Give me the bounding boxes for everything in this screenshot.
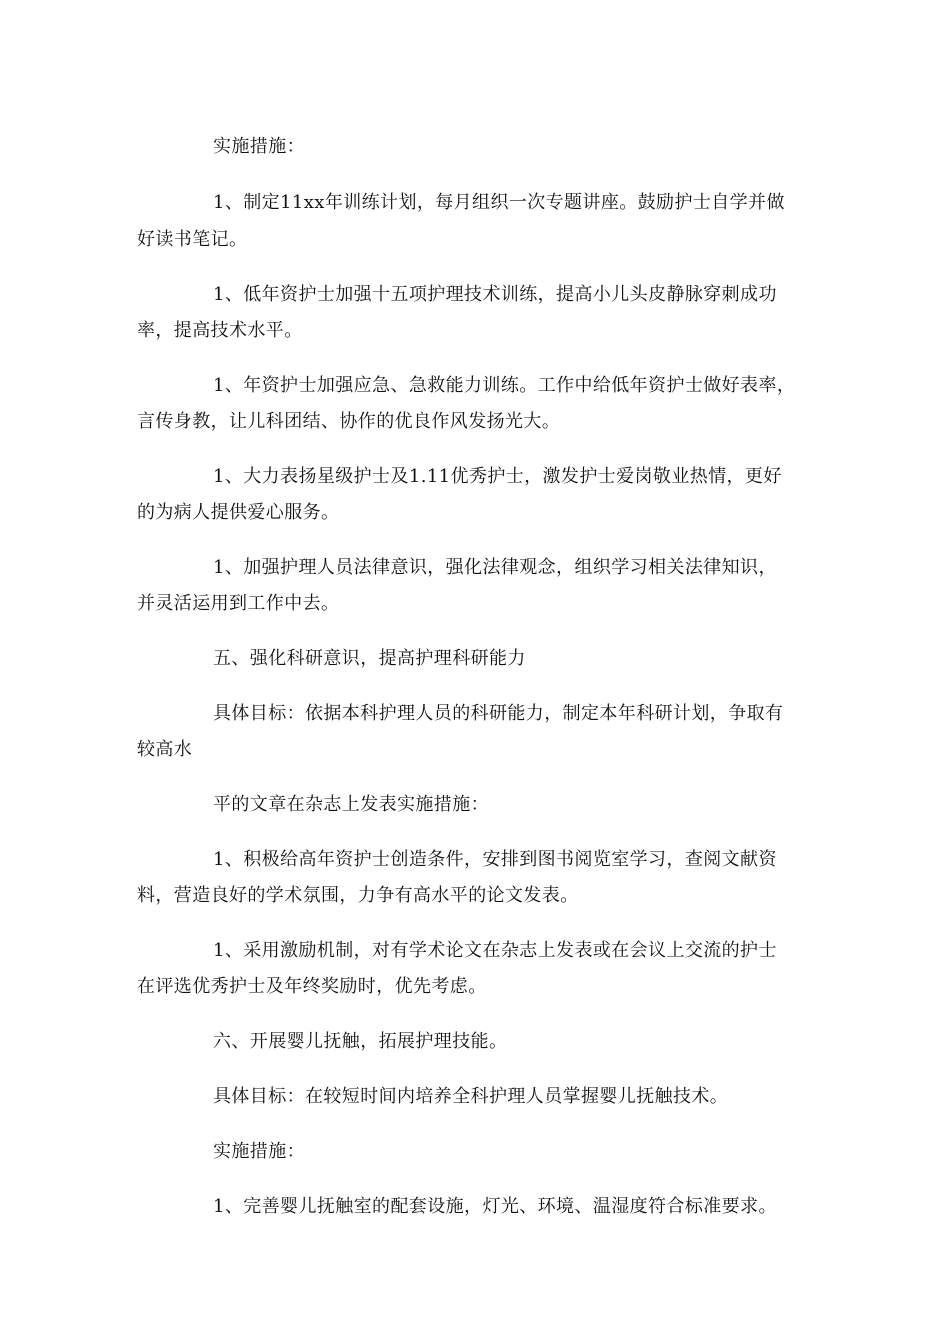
paragraph-incentive-line1: 1、采用激励机制，对有学术论文在杂志上发表或在会议上交流的护士 (213, 940, 777, 961)
paragraph-star-nurses-line2: 的为病人提供爱心服务。 (137, 502, 340, 523)
paragraph-training-plan-line2: 好读书笔记。 (137, 229, 248, 250)
paragraph-massage-goal: 具体目标：在较短时间内培养全科护理人员掌握婴儿抚触技术。 (213, 1086, 729, 1107)
paragraph-massage-room: 1、完善婴儿抚触室的配套设施，灯光、环境、温湿度符合标准要求。 (213, 1196, 777, 1217)
paragraph-research-goal-line2: 较高水 (137, 739, 193, 760)
paragraph-emergency-line2: 言传身教，让儿科团结、协作的优良作风发扬光大。 (137, 411, 561, 432)
heading-measures-1: 实施措施： (213, 136, 305, 157)
paragraph-library-line1: 1、积极给高年资护士创造条件，安排到图书阅览室学习，查阅文献资 (213, 849, 777, 870)
paragraph-legal-line1: 1、加强护理人员法律意识，强化法律观念，组织学习相关法律知识， (213, 557, 777, 578)
paragraph-library-line2: 料，营造良好的学术氛围，力争有高水平的论文发表。 (137, 885, 579, 906)
paragraph-junior-nurses-line2: 率，提高技术水平。 (137, 320, 303, 341)
paragraph-research-goal-line3: 平的文章在杂志上发表实施措施： (213, 794, 489, 815)
paragraph-star-nurses-line1: 1、大力表扬星级护士及1.11优秀护士，激发护士爱岗敬业热情，更好 (213, 466, 782, 487)
section-heading-six: 六、开展婴儿抚触，拓展护理技能。 (213, 1031, 508, 1052)
paragraph-training-plan-line1: 1、制定11xx年训练计划，每月组织一次专题讲座。鼓励护士自学并做 (213, 192, 785, 213)
paragraph-incentive-line2: 在评选优秀护士及年终奖励时，优先考虑。 (137, 976, 487, 997)
paragraph-research-goal-line1: 具体目标：依据本科护理人员的科研能力，制定本年科研计划，争取有 (213, 703, 784, 724)
paragraph-junior-nurses-line1: 1、低年资护士加强十五项护理技术训练，提高小儿头皮静脉穿刺成功 (213, 284, 777, 305)
paragraph-legal-line2: 并灵活运用到工作中去。 (137, 593, 340, 614)
heading-measures-2: 实施措施： (213, 1141, 305, 1162)
paragraph-emergency-line1: 1、年资护士加强应急、急救能力训练。工作中给低年资护士做好表率， (213, 375, 796, 396)
section-heading-five: 五、强化科研意识，提高护理科研能力 (213, 648, 526, 669)
